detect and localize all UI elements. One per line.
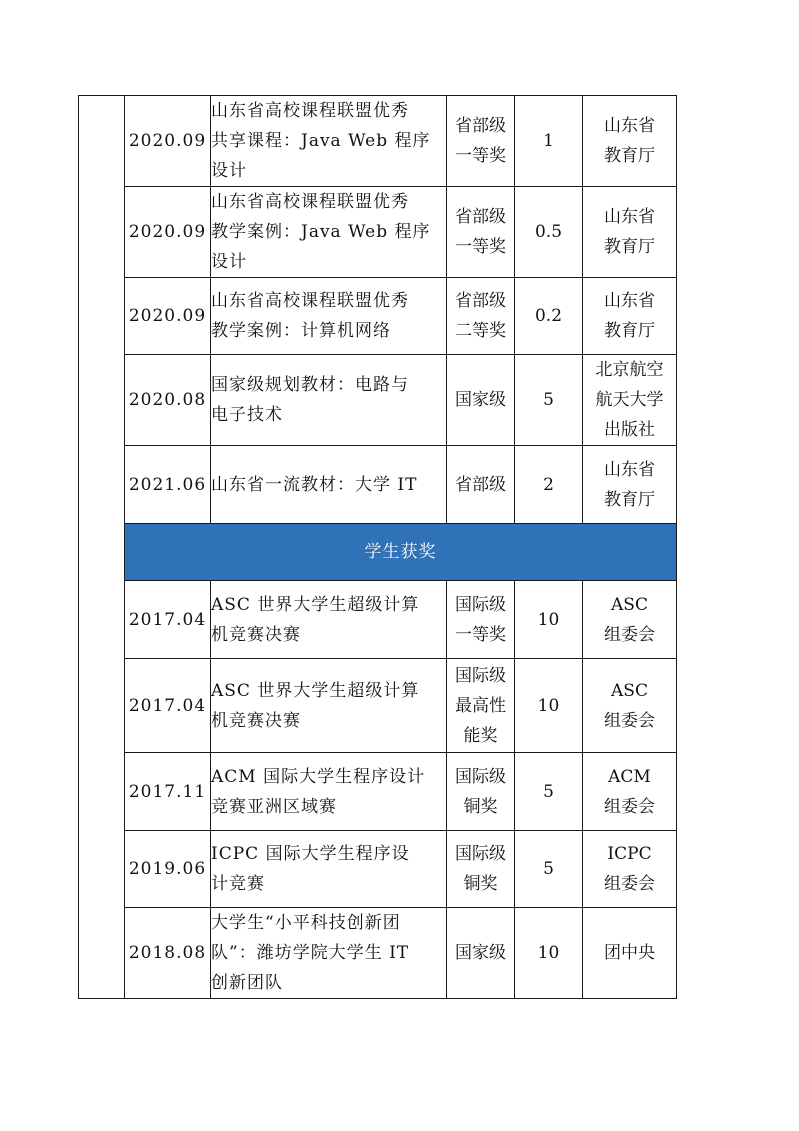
date-cell: 2018.08 [125,908,211,999]
org-cell: 山东省 教育厅 [583,446,677,524]
table-row [79,753,677,831]
score-cell: 0.2 [515,278,583,355]
score-cell: 5 [515,355,583,446]
awards-table [78,95,677,999]
name-cell: 山东省一流教材：大学 IT [211,446,447,524]
table-row [79,446,677,524]
date-cell: 2020.09 [125,96,211,187]
table-row [79,831,677,908]
table-row [79,908,677,999]
date-cell: 2017.11 [125,753,211,831]
section-title: 学生获奖 [125,524,677,581]
org-cell: ASC 组委会 [583,581,677,659]
level-cell: 国际级 铜奖 [447,753,515,831]
table-row [79,581,677,659]
table-row [79,659,677,753]
score-cell: 5 [515,831,583,908]
org-cell: 山东省 教育厅 [583,278,677,355]
table-row [79,278,677,355]
score-cell: 2 [515,446,583,524]
level-cell: 国际级 一等奖 [447,581,515,659]
level-cell: 国际级 铜奖 [447,831,515,908]
score-cell: 5 [515,753,583,831]
org-cell: ICPC 组委会 [583,831,677,908]
org-cell: 山东省 教育厅 [583,187,677,278]
score-cell: 1 [515,96,583,187]
name-cell: 山东省高校课程联盟优秀 共享课程：Java Web 程序 设计 [211,96,447,187]
section-row [79,524,677,581]
date-cell: 2019.06 [125,831,211,908]
date-cell: 2017.04 [125,581,211,659]
table-row [79,96,677,187]
org-cell: 北京航空 航天大学 出版社 [583,355,677,446]
level-cell: 省部级 [447,446,515,524]
score-cell: 0.5 [515,187,583,278]
level-cell: 省部级 二等奖 [447,278,515,355]
level-cell: 省部级 一等奖 [447,187,515,278]
level-cell: 省部级 一等奖 [447,96,515,187]
date-cell: 2020.09 [125,187,211,278]
date-cell: 2017.04 [125,659,211,753]
level-cell: 国家级 [447,355,515,446]
date-cell: 2020.08 [125,355,211,446]
name-cell: ICPC 国际大学生程序设 计竞赛 [211,831,447,908]
level-cell: 国际级 最高性 能奖 [447,659,515,753]
name-cell: ASC 世界大学生超级计算 机竞赛决赛 [211,581,447,659]
score-cell: 10 [515,908,583,999]
date-cell: 2020.09 [125,278,211,355]
level-cell: 国家级 [447,908,515,999]
name-cell: 国家级规划教材：电路与 电子技术 [211,355,447,446]
category-cell [79,96,125,999]
score-cell: 10 [515,581,583,659]
name-cell: ASC 世界大学生超级计算 机竞赛决赛 [211,659,447,753]
table-row [79,355,677,446]
date-cell: 2021.06 [125,446,211,524]
org-cell: ACM 组委会 [583,753,677,831]
name-cell: ACM 国际大学生程序设计 竞赛亚洲区域赛 [211,753,447,831]
org-cell: 团中央 [583,908,677,999]
name-cell: 山东省高校课程联盟优秀 教学案例：计算机网络 [211,278,447,355]
org-cell: 山东省 教育厅 [583,96,677,187]
name-cell: 山东省高校课程联盟优秀 教学案例：Java Web 程序 设计 [211,187,447,278]
org-cell: ASC 组委会 [583,659,677,753]
table-row [79,187,677,278]
score-cell: 10 [515,659,583,753]
name-cell: 大学生“小平科技创新团 队”：潍坊学院大学生 IT 创新团队 [211,908,447,999]
